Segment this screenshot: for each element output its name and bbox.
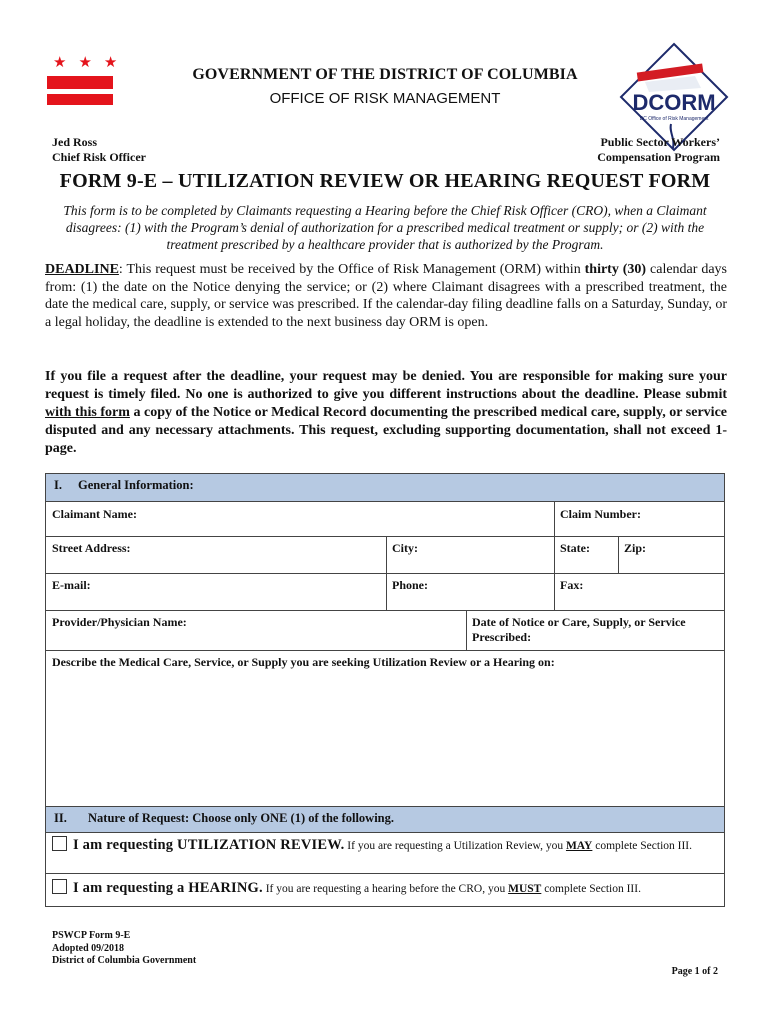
deadline-text-a: : This request must be received by the Office of Risk Management (ORM) within: [118, 262, 585, 277]
deadline-days: thirty (30): [584, 262, 647, 277]
claim-number-field[interactable]: Claim Number:: [560, 507, 641, 521]
provider-name-field[interactable]: Provider/Physician Name:: [52, 615, 187, 629]
warning-part2: a copy of the Notice or Medical Record documenting the prescribed medical care, supply, or service disputed and any necessary attachments. This request, excluding supporting documentation, shall not exceed 1- page.: [45, 405, 727, 456]
intro-text: This form is to be completed by Claimants requesting a Hearing before the Chief Risk Officer (CRO), when a Claimant disagrees: (1) with the Program’s denial of authorization for a prescribed medical treatment or supply; or (2) with the treatment prescribed by a healthcare provider that is authorized by the Program.: [63, 203, 707, 252]
program-block: [597, 135, 720, 165]
option1-text-b: complete Section III.: [592, 840, 693, 852]
street-address-field[interactable]: Street Address:: [52, 541, 131, 555]
form-title: FORM 9-E – UTILIZATION REVIEW OR HEARING REQUEST FORM: [59, 170, 711, 192]
describe-field[interactable]: Describe the Medical Care, Service, or Supply you are seeking Utilization Review or a Hearing on:: [52, 655, 555, 669]
footer-adopted: Adopted 09/2018: [52, 942, 124, 954]
city-field[interactable]: City:: [392, 541, 418, 555]
warning-part1: If you file a request after the deadline, your request may be denied. You are responsible for making sure your request is timely filed. No one is authorized to give you different instructions about the deadline. Please submit: [45, 369, 727, 402]
program-line1: Public Sector Workers’: [600, 135, 720, 149]
date-of-notice-field[interactable]: Date of Notice or Care, Supply, or Service Prescribed:: [472, 615, 686, 644]
form-footer: [52, 930, 196, 968]
email-field[interactable]: E-mail:: [52, 578, 91, 592]
section-2-number: II.: [54, 811, 67, 825]
footer-form-id: PSWCP Form 9-E: [52, 930, 131, 941]
section-2-header: [46, 806, 724, 833]
utilization-review-checkbox[interactable]: [52, 836, 67, 851]
page-number: Page 1 of 2: [671, 966, 718, 977]
warning-underlined: with this form: [45, 405, 130, 420]
deadline-label: DEADLINE: [45, 262, 119, 277]
footer-agency: District of Columbia Government: [52, 955, 197, 966]
option-utilization-review[interactable]: [52, 836, 720, 854]
option2-must: MUST: [508, 883, 542, 895]
deadline-text-b: calendar days from: (1) the date on the Notice denying the service; or (2) where Claimant disagrees with a prescribed treatment, the date the medical care, supply, or service was prescribed. If the calendar-day filing deadline falls on a Saturday, Sunday, or a legal holiday, the deadline is extended to the next business day ORM is open.: [45, 262, 728, 330]
option1-label: I am requesting UTILIZATION REVIEW.: [73, 837, 345, 853]
fax-field[interactable]: Fax:: [560, 578, 584, 592]
office-title: OFFICE OF RISK MANAGEMENT: [269, 90, 501, 107]
section-1-title: General Information:: [78, 478, 194, 492]
hearing-checkbox[interactable]: [52, 879, 67, 894]
officer-title: Chief Risk Officer: [52, 150, 146, 164]
option1-may: MAY: [565, 840, 593, 852]
option2-text-a: If you are requesting a hearing before the CRO, you: [262, 883, 509, 895]
option2-label: I am requesting a HEARING.: [73, 880, 263, 896]
dc-flag: [47, 53, 118, 105]
zip-field[interactable]: Zip:: [624, 541, 647, 555]
claimant-name-field[interactable]: Claimant Name:: [52, 507, 137, 521]
state-field[interactable]: State:: [560, 541, 590, 555]
star-icon: ★: [103, 53, 118, 71]
star-icon: ★: [53, 53, 67, 71]
option1-text-a: If you are requesting a Utilization Review, you: [344, 840, 566, 852]
section-1-header: [46, 474, 724, 502]
option-hearing[interactable]: [52, 879, 720, 897]
officer-name: Jed Ross: [52, 135, 98, 149]
program-line2: Compensation Program: [597, 150, 720, 164]
request-form: [45, 473, 725, 907]
svg-text:DC Office of Risk Management: DC Office of Risk Management: [639, 116, 709, 122]
star-icon: ★: [78, 53, 92, 71]
government-title: GOVERNMENT OF THE DISTRICT OF COLUMBIA: [192, 66, 578, 83]
chief-risk-officer-block: [52, 135, 146, 165]
deadline-paragraph: [45, 261, 727, 331]
warning-paragraph: [45, 368, 727, 458]
svg-text:DCORM: DCORM: [632, 90, 716, 115]
section-1-number: I.: [54, 478, 62, 492]
section-2-title: Nature of Request: Choose only ONE (1) of the following.: [88, 811, 395, 825]
phone-field[interactable]: Phone:: [392, 578, 428, 592]
option2-text-b: complete Section III.: [541, 883, 641, 895]
